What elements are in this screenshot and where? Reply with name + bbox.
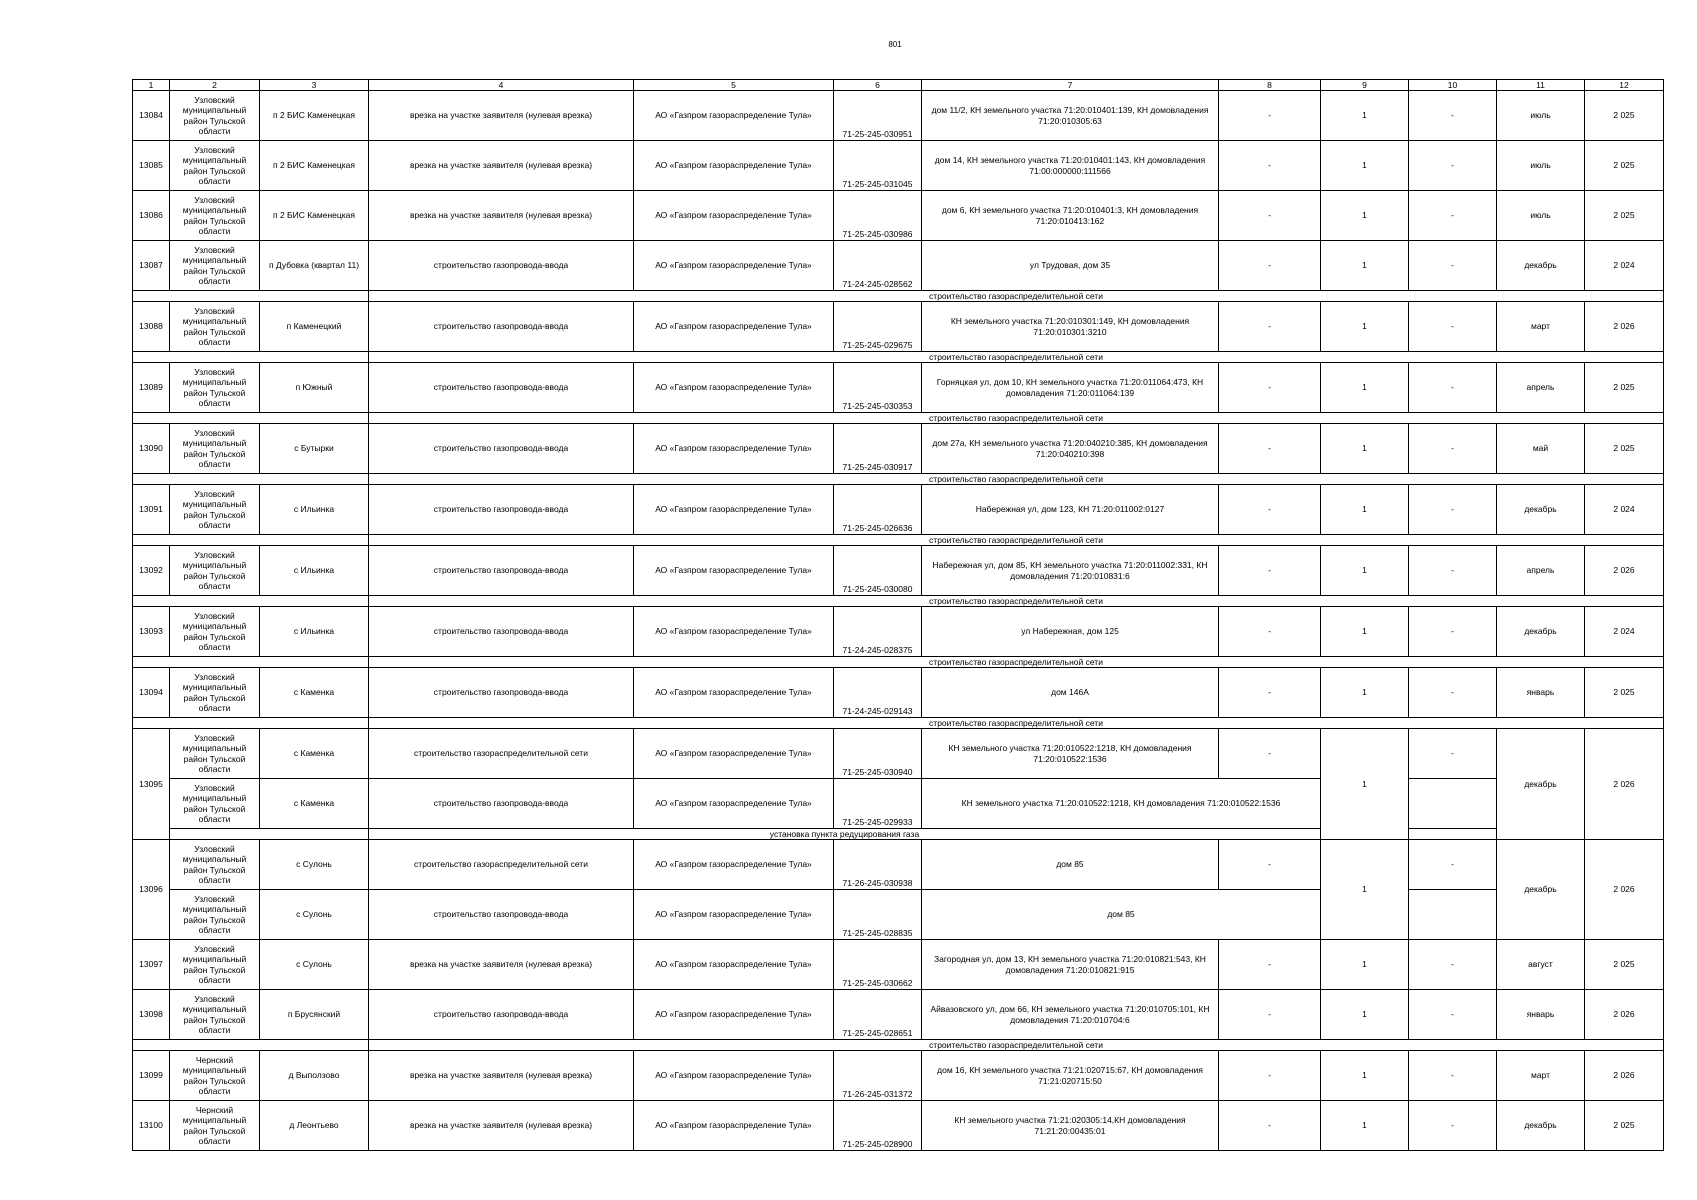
code-cell: 71-25-245-029675 (834, 302, 922, 352)
work-type-cell: врезка на участке заявителя (нулевая врезка) (369, 141, 634, 191)
code-cell: 71-25-245-030951 (834, 91, 922, 141)
table-row (133, 302, 1664, 352)
organization-cell: АО «Газпром газораспределение Тула» (634, 424, 834, 474)
subheading-row (133, 657, 1664, 668)
col8-cell: - (1219, 607, 1321, 657)
code-cell: 71-26-245-030938 (834, 840, 922, 890)
locality-cell: с Бутырки (260, 424, 369, 474)
col8-cell: - (1219, 302, 1321, 352)
locality-cell: д Леонтьево (260, 1101, 369, 1151)
subheading-cell: строительство газораспределительной сети (369, 718, 1664, 729)
work-type-cell: строительство газопровода-ввода (369, 241, 634, 291)
col9-cell: 1 (1321, 91, 1409, 141)
address-cell: КН земельного участка 71:21:020305:14,КН домовладения 71:21:20:00435:01 (922, 1101, 1219, 1151)
work-type-cell: строительство газопровода-ввода (369, 363, 634, 413)
year-cell: 2 025 (1585, 363, 1664, 413)
col10-cell: - (1409, 241, 1497, 291)
blank-cell (170, 829, 369, 840)
address-cell: дом 146А (922, 668, 1219, 718)
col9-cell: 1 (1321, 1101, 1409, 1151)
blank-cell (133, 413, 369, 424)
col10-cell (1409, 890, 1497, 940)
row-number: 13090 (133, 424, 170, 474)
organization-cell: АО «Газпром газораспределение Тула» (634, 779, 834, 829)
month-cell: июль (1497, 141, 1585, 191)
col8-cell: - (1219, 990, 1321, 1040)
locality-cell: с Ильинка (260, 607, 369, 657)
subheading-cell: строительство газораспределительной сети (369, 535, 1664, 546)
organization-cell: АО «Газпром газораспределение Тула» (634, 990, 834, 1040)
col10-cell: - (1409, 546, 1497, 596)
table-row (133, 241, 1664, 291)
col8-cell: - (1219, 191, 1321, 241)
subheading-cell: строительство газораспределительной сети (369, 657, 1664, 668)
district-cell: Узловский муниципальный район Тульской области (170, 141, 260, 191)
locality-cell: п Каменецкий (260, 302, 369, 352)
col8-cell: - (1219, 1051, 1321, 1101)
locality-cell: с Сулонь (260, 840, 369, 890)
address-cell: ул Набережная, дом 125 (922, 607, 1219, 657)
col8-cell: - (1219, 840, 1321, 890)
col10-cell: - (1409, 302, 1497, 352)
organization-cell: АО «Газпром газораспределение Тула» (634, 607, 834, 657)
table-row (133, 91, 1664, 141)
col8-cell: - (1219, 729, 1321, 779)
address-cell: КН земельного участка 71:20:010522:1218, КН домовладения 71:20:010522:1536 (922, 729, 1219, 779)
work-type-cell: строительство газопровода-ввода (369, 890, 634, 940)
row-number: 13094 (133, 668, 170, 718)
subheading-row (133, 1040, 1664, 1051)
code-cell: 71-25-245-026636 (834, 485, 922, 535)
col10-cell: - (1409, 668, 1497, 718)
organization-cell: АО «Газпром газораспределение Тула» (634, 840, 834, 890)
locality-cell: п 2 БИС Каменецкая (260, 191, 369, 241)
col10-cell: - (1409, 1051, 1497, 1101)
row-number: 13100 (133, 1101, 170, 1151)
blank-cell (133, 1040, 369, 1051)
work-type-cell: строительство газораспределительной сети (369, 840, 634, 890)
work-type-cell: строительство газопровода-ввода (369, 546, 634, 596)
address-cell: Набережная ул, дом 85, КН земельного участка 71:20:011002:331, КН домовладения 71:20:010831:6 (922, 546, 1219, 596)
column-header: 5 (634, 80, 834, 91)
address-cell: КН земельного участка 71:20:010301:149, КН домовладения 71:20:010301:3210 (922, 302, 1219, 352)
col9-cell: 1 (1321, 302, 1409, 352)
col10-cell: - (1409, 363, 1497, 413)
address-cell: дом 14, КН земельного участка 71:20:010401:143, КН домовладения 71:00:000000:111566 (922, 141, 1219, 191)
column-header: 4 (369, 80, 634, 91)
year-cell: 2 025 (1585, 141, 1664, 191)
row-number: 13086 (133, 191, 170, 241)
col9-cell: 1 (1321, 546, 1409, 596)
code-cell: 71-25-245-028900 (834, 1101, 922, 1151)
blank-cell (133, 718, 369, 729)
month-cell: июль (1497, 191, 1585, 241)
code-cell: 71-25-245-030353 (834, 363, 922, 413)
year-cell: 2 026 (1585, 1051, 1664, 1101)
row-number: 13098 (133, 990, 170, 1040)
column-header: 7 (922, 80, 1219, 91)
locality-cell: п Дубовка (квартал 11) (260, 241, 369, 291)
col9-cell: 1 (1321, 668, 1409, 718)
row-number: 13091 (133, 485, 170, 535)
work-type-cell: строительство газораспределительной сети (369, 729, 634, 779)
table-row (133, 1101, 1664, 1151)
col9-cell: 1 (1321, 607, 1409, 657)
year-cell: 2 025 (1585, 668, 1664, 718)
col10-cell: - (1409, 990, 1497, 1040)
month-cell: январь (1497, 668, 1585, 718)
month-cell: июль (1497, 91, 1585, 141)
col9-cell: 1 (1321, 241, 1409, 291)
col9-cell: 1 (1321, 940, 1409, 990)
row-number: 13088 (133, 302, 170, 352)
column-header: 8 (1219, 80, 1321, 91)
district-cell: Чернский муниципальный район Тульской области (170, 1051, 260, 1101)
col10-cell: - (1409, 191, 1497, 241)
blank-cell (133, 474, 369, 485)
work-type-cell: строительство газопровода-ввода (369, 302, 634, 352)
organization-cell: АО «Газпром газораспределение Тула» (634, 191, 834, 241)
district-cell: Узловский муниципальный район Тульской области (170, 191, 260, 241)
col8-cell: - (1219, 485, 1321, 535)
col10-cell: - (1409, 940, 1497, 990)
address-cell: дом 27а, КН земельного участка 71:20:040210:385, КН домовладения 71:20:040210:398 (922, 424, 1219, 474)
year-cell: 2 025 (1585, 191, 1664, 241)
subheading-cell: строительство газораспределительной сети (369, 413, 1664, 424)
code-cell: 71-25-245-028651 (834, 990, 922, 1040)
month-cell: декабрь (1497, 485, 1585, 535)
col9-cell: 1 (1321, 363, 1409, 413)
locality-cell: с Каменка (260, 779, 369, 829)
address-cell: КН земельного участка 71:20:010522:1218, КН домовладения 71:20:010522:1536 (922, 779, 1321, 829)
col9-cell: 1 (1321, 840, 1409, 940)
col10-cell: - (1409, 91, 1497, 141)
column-header: 12 (1585, 80, 1664, 91)
row-number: 13099 (133, 1051, 170, 1101)
organization-cell: АО «Газпром газораспределение Тула» (634, 546, 834, 596)
column-header: 6 (834, 80, 922, 91)
locality-cell: п 2 БИС Каменецкая (260, 141, 369, 191)
district-cell: Узловский муниципальный район Тульской области (170, 241, 260, 291)
table-row (133, 141, 1664, 191)
work-type-cell: врезка на участке заявителя (нулевая врезка) (369, 940, 634, 990)
district-cell: Чернский муниципальный район Тульской области (170, 1101, 260, 1151)
year-cell: 2 025 (1585, 424, 1664, 474)
month-cell: декабрь (1497, 1101, 1585, 1151)
code-cell: 71-25-245-030080 (834, 546, 922, 596)
code-cell: 71-25-245-031045 (834, 141, 922, 191)
address-cell: дом 6, КН земельного участка 71:20:010401:3, КН домовладения 71:20:010413:162 (922, 191, 1219, 241)
subheading-row (133, 413, 1664, 424)
code-cell: 71-24-245-028562 (834, 241, 922, 291)
col8-cell: - (1219, 1101, 1321, 1151)
district-cell: Узловский муниципальный район Тульской области (170, 546, 260, 596)
locality-cell: п 2 БИС Каменецкая (260, 91, 369, 141)
organization-cell: АО «Газпром газораспределение Тула» (634, 141, 834, 191)
subheading-row (133, 718, 1664, 729)
row-number: 13093 (133, 607, 170, 657)
organization-cell: АО «Газпром газораспределение Тула» (634, 363, 834, 413)
code-cell: 71-24-245-028375 (834, 607, 922, 657)
work-type-cell: строительство газопровода-ввода (369, 668, 634, 718)
work-type-cell: врезка на участке заявителя (нулевая врезка) (369, 191, 634, 241)
locality-cell: с Ильинка (260, 546, 369, 596)
month-cell: январь (1497, 990, 1585, 1040)
subheading-cell: строительство газораспределительной сети (369, 596, 1664, 607)
subheading-cell: строительство газораспределительной сети (369, 474, 1664, 485)
col9-cell: 1 (1321, 485, 1409, 535)
col9-cell: 1 (1321, 990, 1409, 1040)
year-cell: 2 024 (1585, 241, 1664, 291)
work-type-cell: строительство газопровода-ввода (369, 485, 634, 535)
col10-cell: - (1409, 141, 1497, 191)
work-type-cell: строительство газопровода-ввода (369, 607, 634, 657)
month-cell: декабрь (1497, 241, 1585, 291)
subheading-row (133, 829, 1664, 840)
col10-cell: - (1409, 1101, 1497, 1151)
locality-cell: с Каменка (260, 729, 369, 779)
district-cell: Узловский муниципальный район Тульской области (170, 990, 260, 1040)
row-number: 13084 (133, 91, 170, 141)
locality-cell: с Ильинка (260, 485, 369, 535)
col8-cell: - (1219, 424, 1321, 474)
month-cell: март (1497, 1051, 1585, 1101)
column-header: 3 (260, 80, 369, 91)
code-cell: 71-24-245-029143 (834, 668, 922, 718)
row-number: 13085 (133, 141, 170, 191)
subheading-row (133, 352, 1664, 363)
code-cell: 71-25-245-030940 (834, 729, 922, 779)
col9-cell: 1 (1321, 141, 1409, 191)
organization-cell: АО «Газпром газораспределение Тула» (634, 241, 834, 291)
month-cell: август (1497, 940, 1585, 990)
month-cell: апрель (1497, 546, 1585, 596)
col10-cell: - (1409, 607, 1497, 657)
address-cell: Айвазовского ул, дом 66, КН земельного участка 71:20:010705:101, КН домовладения 71:20:010704:6 (922, 990, 1219, 1040)
district-cell: Узловский муниципальный район Тульской области (170, 668, 260, 718)
col9-cell: 1 (1321, 729, 1409, 840)
col8-cell: - (1219, 91, 1321, 141)
work-type-cell: строительство газопровода-ввода (369, 424, 634, 474)
organization-cell: АО «Газпром газораспределение Тула» (634, 302, 834, 352)
address-cell: дом 11/2, КН земельного участка 71:20:010401:139, КН домовладения 71:20:010305:63 (922, 91, 1219, 141)
month-cell: май (1497, 424, 1585, 474)
year-cell: 2 026 (1585, 302, 1664, 352)
address-cell: дом 85 (922, 840, 1219, 890)
register-table (132, 79, 1664, 1151)
year-cell: 2 026 (1585, 990, 1664, 1040)
col9-cell: 1 (1321, 191, 1409, 241)
organization-cell: АО «Газпром газораспределение Тула» (634, 485, 834, 535)
locality-cell: с Сулонь (260, 890, 369, 940)
table-row (133, 546, 1664, 596)
column-header: 10 (1409, 80, 1497, 91)
locality-cell: п Брусянский (260, 990, 369, 1040)
organization-cell: АО «Газпром газораспределение Тула» (634, 668, 834, 718)
subheading-row (133, 596, 1664, 607)
column-header: 1 (133, 80, 170, 91)
table-row (133, 890, 1664, 940)
code-cell: 71-25-245-030986 (834, 191, 922, 241)
table-row (133, 729, 1664, 779)
table-row (133, 1051, 1664, 1101)
subheading-cell: строительство газораспределительной сети (369, 352, 1664, 363)
address-cell: Загородная ул, дом 13, КН земельного участка 71:20:010821:543, КН домовладения 71:20:010821:915 (922, 940, 1219, 990)
page-number: 801 (888, 40, 902, 49)
address-cell: дом 16, КН земельного участка 71:21:020715:67, КН домовладения 71:21:020715:50 (922, 1051, 1219, 1101)
address-cell: ул Трудовая, дом 35 (922, 241, 1219, 291)
organization-cell: АО «Газпром газораспределение Тула» (634, 729, 834, 779)
year-cell: 2 024 (1585, 607, 1664, 657)
table-row (133, 940, 1664, 990)
year-cell: 2 025 (1585, 91, 1664, 141)
organization-cell: АО «Газпром газораспределение Тула» (634, 91, 834, 141)
col10-cell: - (1409, 840, 1497, 890)
address-cell: дом 85 (922, 890, 1321, 940)
address-cell: Горняцкая ул, дом 10, КН земельного участка 71:20:011064:473, КН домовладения 71:20:011064:139 (922, 363, 1219, 413)
col10-cell: - (1409, 729, 1497, 779)
column-header: 9 (1321, 80, 1409, 91)
work-type-cell: врезка на участке заявителя (нулевая врезка) (369, 1101, 634, 1151)
district-cell: Узловский муниципальный район Тульской области (170, 840, 260, 890)
district-cell: Узловский муниципальный район Тульской области (170, 940, 260, 990)
table-row (133, 191, 1664, 241)
table-row (133, 485, 1664, 535)
code-cell: 71-25-245-030917 (834, 424, 922, 474)
row-number: 13096 (133, 840, 170, 940)
row-number: 13089 (133, 363, 170, 413)
subheading-cell: строительство газораспределительной сети (369, 1040, 1664, 1051)
district-cell: Узловский муниципальный район Тульской области (170, 302, 260, 352)
col8-cell: - (1219, 546, 1321, 596)
month-cell: декабрь (1497, 729, 1585, 840)
table-row (133, 990, 1664, 1040)
month-cell: апрель (1497, 363, 1585, 413)
district-cell: Узловский муниципальный район Тульской области (170, 363, 260, 413)
organization-cell: АО «Газпром газораспределение Тула» (634, 1101, 834, 1151)
blank-cell (133, 535, 369, 546)
year-cell: 2 025 (1585, 1101, 1664, 1151)
col8-cell: - (1219, 940, 1321, 990)
organization-cell: АО «Газпром газораспределение Тула» (634, 1051, 834, 1101)
blank-cell (133, 596, 369, 607)
year-cell: 2 026 (1585, 546, 1664, 596)
blank-cell (1409, 829, 1497, 840)
code-cell: 71-26-245-031372 (834, 1051, 922, 1101)
district-cell: Узловский муниципальный район Тульской области (170, 91, 260, 141)
district-cell: Узловский муниципальный район Тульской области (170, 424, 260, 474)
table-row (133, 424, 1664, 474)
address-cell: Набережная ул, дом 123, КН 71:20:011002:0127 (922, 485, 1219, 535)
table-row (133, 668, 1664, 718)
col8-cell: - (1219, 141, 1321, 191)
row-number: 13097 (133, 940, 170, 990)
col10-cell: - (1409, 424, 1497, 474)
column-header: 2 (170, 80, 260, 91)
row-number: 13092 (133, 546, 170, 596)
district-cell: Узловский муниципальный район Тульской области (170, 779, 260, 829)
row-number: 13095 (133, 729, 170, 840)
table-row (133, 840, 1664, 890)
code-cell: 71-25-245-030662 (834, 940, 922, 990)
work-type-cell: врезка на участке заявителя (нулевая врезка) (369, 1051, 634, 1101)
blank-cell (133, 352, 369, 363)
col8-cell: - (1219, 668, 1321, 718)
table-row (133, 607, 1664, 657)
subheading-row (133, 474, 1664, 485)
header-row (133, 80, 1664, 91)
year-cell: 2 026 (1585, 729, 1664, 840)
organization-cell: АО «Газпром газораспределение Тула» (634, 890, 834, 940)
table-row (133, 363, 1664, 413)
district-cell: Узловский муниципальный район Тульской области (170, 890, 260, 940)
work-type-cell: врезка на участке заявителя (нулевая врезка) (369, 91, 634, 141)
col9-cell: 1 (1321, 1051, 1409, 1101)
column-header: 11 (1497, 80, 1585, 91)
month-cell: декабрь (1497, 840, 1585, 940)
work-type-cell: строительство газопровода-ввода (369, 779, 634, 829)
row-number: 13087 (133, 241, 170, 291)
locality-cell: с Сулонь (260, 940, 369, 990)
district-cell: Узловский муниципальный район Тульской области (170, 485, 260, 535)
year-cell: 2 026 (1585, 840, 1664, 940)
month-cell: март (1497, 302, 1585, 352)
subheading-row (133, 291, 1664, 302)
code-cell: 71-25-245-029933 (834, 779, 922, 829)
table-row (133, 779, 1664, 829)
district-cell: Узловский муниципальный район Тульской области (170, 607, 260, 657)
subheading-row (133, 535, 1664, 546)
col8-cell: - (1219, 241, 1321, 291)
col10-cell (1409, 779, 1497, 829)
col9-cell: 1 (1321, 424, 1409, 474)
col10-cell: - (1409, 485, 1497, 535)
blank-cell (133, 657, 369, 668)
district-cell: Узловский муниципальный район Тульской области (170, 729, 260, 779)
locality-cell: д Выползово (260, 1051, 369, 1101)
year-cell: 2 024 (1585, 485, 1664, 535)
month-cell: декабрь (1497, 607, 1585, 657)
subheading-cell: строительство газораспределительной сети (369, 291, 1664, 302)
blank-cell (133, 291, 369, 302)
code-cell: 71-25-245-028835 (834, 890, 922, 940)
work-type-cell: строительство газопровода-ввода (369, 990, 634, 1040)
subheading-cell: установка пункта редуцирования газа (369, 829, 1321, 840)
locality-cell: с Каменка (260, 668, 369, 718)
locality-cell: п Южный (260, 363, 369, 413)
col8-cell: - (1219, 363, 1321, 413)
year-cell: 2 025 (1585, 940, 1664, 990)
organization-cell: АО «Газпром газораспределение Тула» (634, 940, 834, 990)
